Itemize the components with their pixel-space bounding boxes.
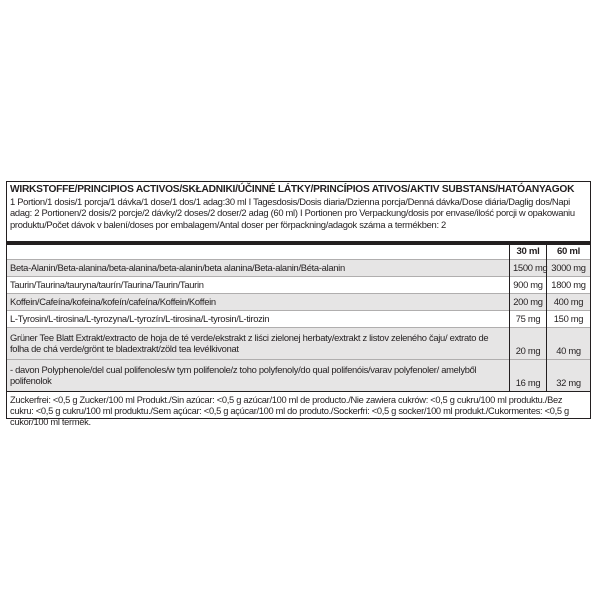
- table-row: [7, 260, 590, 277]
- ingredient-name: Taurin/Taurina/tauryna/taurín/Taurina/Taurin/Taurin: [10, 278, 204, 290]
- ingredient-name: Grüner Tee Blatt Extrakt/extracto de hoja de té verde/ekstrakt z liści zielonej herbaty/extrakt z listov zeleného čaju/ extrato de folha de chá verde/grönt te bladextrakt/zöld tea levélkivonat: [7, 328, 510, 360]
- column-header-30ml: 30 ml: [510, 245, 547, 260]
- amount-60ml: 150 mg: [547, 311, 591, 328]
- ingredient-name: Beta-Alanin/Beta-alanina/beta-alanina/beta-alanin/beta alanina/Beta-alanin/Béta-alanin: [7, 260, 510, 277]
- amount-30ml: 20 mg: [510, 328, 547, 360]
- amount-30ml: 75 mg: [510, 311, 547, 328]
- table-row: [7, 277, 590, 294]
- amount-60ml: 32 mg: [547, 360, 591, 392]
- active-ingredients-panel: [6, 181, 591, 428]
- amount-60ml: 3000 mg: [547, 260, 591, 277]
- amount-60ml: 40 mg: [547, 328, 591, 360]
- ingredients-table: [7, 245, 590, 391]
- table-header-row: [7, 245, 590, 260]
- ingredient-name: - davon Polyphenole/del cual polifenoles/w tym polifenole/z toho polyfenoly/do qual polifenóis/varav polyfenoler/ amelyből polifenolok: [7, 360, 510, 392]
- ingredient-name: L-Tyrosin/L-tirosina/L-tyrozyna/L-tyrozín/L-tirosina/L-tyrosin/L-tirozin: [10, 312, 270, 324]
- table-row: [7, 294, 590, 311]
- table-row: [7, 328, 590, 360]
- label-title: WIRKSTOFFE/PRINCIPIOS ACTIVOS/SKŁADNIKI/ÚČINNÉ LÁTKY/PRINCÍPIOS ATIVOS/AKTIV SUBSTANS/HATÓANYAGOK: [10, 184, 575, 195]
- table-row: [7, 360, 590, 392]
- ingredient-name: Koffein/Cafeína/kofeina/kofeín/cafeína/Koffein/Koffein: [7, 294, 510, 311]
- amount-60ml: 1800 mg: [547, 277, 591, 294]
- table-row: [7, 311, 590, 328]
- amount-30ml: 200 mg: [510, 294, 547, 311]
- label-header: [7, 182, 590, 241]
- amount-30ml: 16 mg: [510, 360, 547, 392]
- serving-info: 1 Portion/1 dosis/1 porcja/1 dávka/1 dose/1 dos/1 adag:30 ml I Tagesdosis/Dosis diaria/Dzienna porcja/Denná dávka/Dose diária/Daglig dos/Napi adag: 2 Portionen/2 dosis/2 porcje/2 dávky/2 doses/2 doser/2 adag (60 ml) I Portionen pro Verpackung/dosis por envase/ilość porcji w opakowaniu produktu/Počet dávok v balení/doses por embalagem/Antal doser per förpackning/adagok száma a termékben: 2: [10, 196, 575, 230]
- sugar-free-note: Zuckerfrei: <0,5 g Zucker/100 ml Produkt./Sin azúcar: <0,5 g azúcar/100 ml de producto./Nie zawiera cukrów: <0,5 g cukru/100 ml produktu./Bez cukru: <0,5 g cukru/100 ml produktu./Sem açúcar: <0,5 g açúcar/100 ml do produto./Sockerfri: <0,5 g socker/100 ml produkt./Cukormentes: <0,5 g cukor/100 ml termék.: [7, 391, 590, 429]
- amount-30ml: 1500 mg: [510, 260, 547, 277]
- amount-30ml: 900 mg: [510, 277, 547, 294]
- amount-60ml: 400 mg: [547, 294, 591, 311]
- ingredient-column-header: [7, 245, 510, 260]
- column-header-60ml: 60 ml: [547, 245, 591, 260]
